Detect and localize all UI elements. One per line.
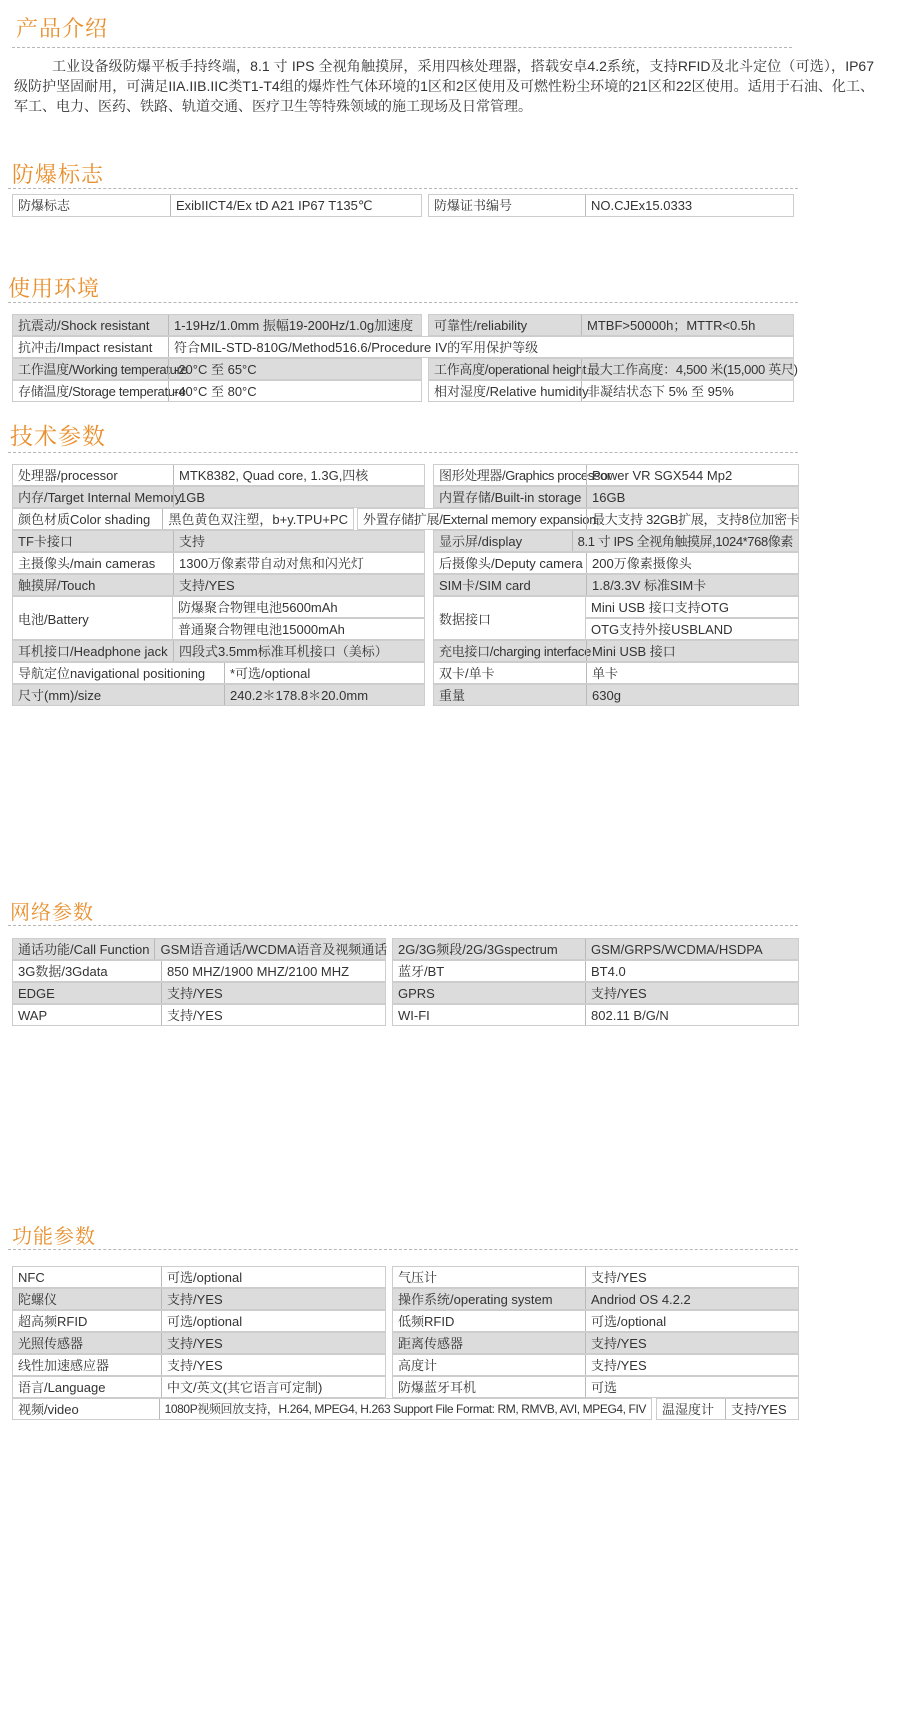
data-port-row bbox=[585, 596, 799, 618]
network-value: 支持/YES bbox=[161, 1005, 385, 1025]
network-label: WI-FI bbox=[398, 1008, 430, 1023]
data-port-label bbox=[433, 596, 586, 640]
feature-label: 气压计 bbox=[398, 1270, 438, 1285]
feature-value: 支持/YES bbox=[585, 1333, 798, 1353]
explosion-mark-label: 防爆标志 bbox=[18, 198, 71, 213]
feature-row bbox=[12, 1310, 386, 1332]
tech-value: 8.1 寸 IPS 全视角触摸屏,1024*768像素 bbox=[572, 531, 798, 551]
tech-value: MTK8382, Quad core, 1.3G,四核 bbox=[173, 465, 424, 485]
tech-label: 导航定位navigational positioning bbox=[18, 666, 206, 681]
tech-row bbox=[433, 552, 799, 574]
section-title-environment: 使用环境 bbox=[8, 276, 101, 301]
section-title-network: 网络参数 bbox=[10, 902, 94, 924]
tech-value: 16GB bbox=[586, 487, 798, 507]
tech-value: Mini USB 接口 bbox=[586, 641, 798, 661]
tech-row bbox=[12, 486, 425, 508]
feature-label: 语言/Language bbox=[18, 1380, 106, 1395]
tech-label: 图形处理器/Graphics processor bbox=[439, 468, 611, 483]
tech-label: 触摸屏/Touch bbox=[18, 578, 96, 593]
feature-label: 线性加速感应器 bbox=[18, 1358, 110, 1373]
network-row bbox=[392, 982, 799, 1004]
env-label: 抗震动/Shock resistant bbox=[18, 318, 150, 333]
tech-row bbox=[12, 464, 425, 486]
env-label: 工作温度/Working temperature bbox=[18, 362, 188, 377]
env-row bbox=[428, 358, 798, 380]
tech-label: 显示屏/display bbox=[439, 534, 523, 549]
tech-row bbox=[433, 684, 799, 706]
feature-value: 支持/YES bbox=[161, 1355, 385, 1375]
tech-row bbox=[433, 530, 799, 552]
tech-value: 支持/YES bbox=[173, 575, 424, 595]
network-value: 支持/YES bbox=[161, 983, 385, 1003]
section-title-tech: 技术参数 bbox=[10, 423, 106, 449]
feature-label: 操作系统/operating system bbox=[398, 1292, 553, 1307]
tech-label: 尺寸(mm)/size bbox=[18, 688, 102, 703]
tech-value: 黑色黄色双注塑，b+y.TPU+PC bbox=[162, 509, 353, 529]
tech-row bbox=[12, 508, 354, 530]
explosion-mark-value: ExibIICT4/Ex tD A21 IP67 T135℃ bbox=[170, 195, 421, 216]
network-value: 850 MHZ/1900 MHZ/2100 MHZ bbox=[161, 961, 385, 981]
network-value: 支持/YES bbox=[585, 983, 798, 1003]
env-row bbox=[12, 336, 794, 358]
env-label: 可靠性/reliability bbox=[434, 318, 528, 333]
feature-row bbox=[12, 1376, 386, 1398]
thermo-hygrometer-row bbox=[656, 1398, 799, 1420]
certificate-row bbox=[428, 194, 794, 217]
feature-value: 中文/英文(其它语言可定制) bbox=[161, 1377, 385, 1397]
tech-label: TF卡接口 bbox=[18, 534, 73, 549]
network-row bbox=[12, 960, 386, 982]
network-value: BT4.0 bbox=[585, 961, 798, 981]
feature-label: 超高频RFID bbox=[18, 1314, 88, 1329]
tech-label: 双卡/单卡 bbox=[439, 666, 495, 681]
tech-value: 1300万像素带自动对焦和闪光灯 bbox=[173, 553, 424, 573]
feature-label: 高度计 bbox=[398, 1358, 438, 1373]
env-value: 最大工作高度：4,500 米(15,000 英尺) bbox=[581, 359, 803, 379]
network-row bbox=[392, 938, 799, 960]
env-value: 非凝结状态下 5% 至 95% bbox=[581, 381, 793, 401]
explosion-mark-row bbox=[12, 194, 422, 217]
tech-row bbox=[433, 486, 799, 508]
network-label: 蓝牙/BT bbox=[398, 964, 445, 979]
env-label: 抗冲击/Impact resistant bbox=[18, 340, 153, 355]
feature-value: 支持/YES bbox=[161, 1289, 385, 1309]
network-label: 通话功能/Call Function bbox=[18, 942, 150, 957]
tech-value: 支持 bbox=[173, 531, 424, 551]
thermo-hygrometer-value: 支持/YES bbox=[725, 1399, 798, 1419]
tech-label: 外置存储扩展/External memory expansion bbox=[363, 512, 597, 527]
video-label: 视频/video bbox=[18, 1402, 79, 1417]
feature-row bbox=[12, 1288, 386, 1310]
feature-value: 可选/optional bbox=[161, 1267, 385, 1287]
intro-paragraph: 工业设备级防爆平板手持终端，8.1 寸 IPS 全视角触摸屏，采用四核处理器，搭载安卓4.2系统，支持RFID及北斗定位（可选），IP67级防护坚固耐用，可满足IIA.IIB.IIC类T1-T4组的爆炸性气体环境的1区和2区使用及可燃性粉尘环境的21区和22区使用。适用于石油、化工、军工、电力、医药、铁路、轨道交通、医疗卫生等特殊领域的施工现场及日常管理。 bbox=[14, 58, 874, 114]
tech-label: 内置存储/Built-in storage bbox=[439, 490, 582, 505]
network-row bbox=[392, 960, 799, 982]
section-title-features: 功能参数 bbox=[12, 1226, 96, 1248]
feature-row bbox=[392, 1288, 799, 1310]
network-label: EDGE bbox=[18, 986, 55, 1001]
battery-row bbox=[172, 618, 425, 640]
tech-label: 后摄像头/Deputy camera bbox=[439, 556, 583, 571]
feature-value: 支持/YES bbox=[585, 1267, 798, 1287]
section-divider bbox=[12, 47, 792, 48]
network-row bbox=[12, 1004, 386, 1026]
network-value: GSM/GRPS/WCDMA/HSDPA bbox=[585, 939, 798, 959]
tech-label: SIM卡/SIM card bbox=[439, 578, 531, 593]
tech-row bbox=[12, 662, 425, 684]
network-value: GSM语音通话/WCDMA语音及视频通话 bbox=[154, 939, 392, 959]
env-row bbox=[428, 380, 794, 402]
tech-value: Power VR SGX544 Mp2 bbox=[586, 465, 798, 485]
tech-row bbox=[433, 640, 799, 662]
tech-value: 单卡 bbox=[586, 663, 798, 683]
env-row bbox=[428, 314, 794, 336]
tech-row bbox=[433, 464, 799, 486]
network-value: 802.11 B/G/N bbox=[585, 1005, 798, 1025]
network-label: WAP bbox=[18, 1008, 48, 1023]
tech-label: 耳机接口/Headphone jack bbox=[18, 644, 168, 659]
feature-row bbox=[392, 1354, 799, 1376]
thermo-hygrometer-label: 温湿度计 bbox=[662, 1402, 715, 1417]
tech-label: 内存/Target Internal Memory bbox=[18, 490, 182, 505]
env-value: 符合MIL-STD-810G/Method516.6/Procedure IV的军用保护等级 bbox=[168, 337, 793, 357]
tech-row bbox=[357, 508, 799, 530]
feature-row bbox=[392, 1332, 799, 1354]
network-row bbox=[12, 938, 386, 960]
feature-label: NFC bbox=[18, 1270, 45, 1285]
certificate-label: 防爆证书编号 bbox=[434, 198, 513, 213]
tech-value: 200万像素摄像头 bbox=[586, 553, 798, 573]
tech-label: 充电接口/charging interface bbox=[439, 644, 592, 659]
tech-label: 重量 bbox=[439, 688, 466, 703]
tech-row bbox=[12, 640, 425, 662]
feature-label: 低频RFID bbox=[398, 1314, 455, 1329]
env-value: -40°C 至 80°C bbox=[168, 381, 421, 401]
network-label: GPRS bbox=[398, 986, 435, 1001]
battery-row bbox=[172, 596, 425, 618]
env-label: 相对湿度/Relative humidity bbox=[434, 384, 589, 399]
video-row bbox=[12, 1398, 652, 1420]
feature-row bbox=[12, 1266, 386, 1288]
certificate-value: NO.CJEx15.0333 bbox=[585, 195, 793, 216]
battery-value: 普通聚合物锂电池15000mAh bbox=[178, 622, 345, 637]
feature-row bbox=[12, 1354, 386, 1376]
section-title-explosion: 防爆标志 bbox=[12, 162, 105, 187]
data-port-value: OTG支持外接USBLAND bbox=[591, 622, 733, 637]
data-port-row bbox=[585, 618, 799, 640]
tech-value: 四段式3.5mm标准耳机接口（美标） bbox=[173, 641, 424, 661]
tech-label: 主摄像头/main cameras bbox=[18, 556, 156, 571]
battery-label-text: 电池/Battery bbox=[18, 611, 89, 627]
tech-row bbox=[12, 530, 425, 552]
env-row bbox=[12, 380, 422, 402]
battery-value: 防爆聚合物锂电池5600mAh bbox=[178, 600, 338, 615]
env-row bbox=[12, 314, 422, 336]
env-row bbox=[12, 358, 422, 380]
section-divider bbox=[8, 302, 798, 303]
feature-row bbox=[392, 1376, 799, 1398]
tech-row bbox=[433, 662, 799, 684]
feature-value: 可选/optional bbox=[585, 1311, 798, 1331]
feature-label: 防爆蓝牙耳机 bbox=[398, 1380, 477, 1395]
env-label: 工作高度/operational height bbox=[434, 362, 587, 377]
data-port-value: Mini USB 接口支持OTG bbox=[591, 600, 729, 615]
network-row bbox=[392, 1004, 799, 1026]
feature-value: 支持/YES bbox=[161, 1333, 385, 1353]
tech-value: 630g bbox=[586, 685, 798, 705]
feature-value: 可选/optional bbox=[161, 1311, 385, 1331]
tech-row bbox=[12, 684, 425, 706]
section-title-intro: 产品介绍 bbox=[16, 16, 109, 41]
section-divider bbox=[8, 925, 798, 926]
tech-value: 最大支持 32GB扩展，支持8位加密卡 bbox=[586, 509, 804, 529]
tech-row bbox=[12, 574, 425, 596]
network-row bbox=[12, 982, 386, 1004]
battery-label bbox=[12, 596, 173, 640]
tech-row bbox=[433, 574, 799, 596]
env-value: MTBF>50000h；MTTR<0.5h bbox=[581, 315, 793, 335]
feature-label: 距离传感器 bbox=[398, 1336, 464, 1351]
tech-value: 1.8/3.3V 标准SIM卡 bbox=[586, 575, 798, 595]
tech-value: 1GB bbox=[173, 487, 424, 507]
feature-value: 支持/YES bbox=[585, 1355, 798, 1375]
env-value: -20°C 至 65°C bbox=[168, 359, 421, 379]
section-divider bbox=[8, 452, 798, 453]
network-label: 2G/3G频段/2G/3Gspectrum bbox=[398, 942, 558, 957]
tech-label: 处理器/processor bbox=[18, 468, 118, 483]
video-value: 1080P视频回放支持，H.264, MPEG4, H.263 Support File Format: RM, RMVB, AVI, MPEG4, FIV bbox=[159, 1399, 651, 1419]
feature-row bbox=[12, 1332, 386, 1354]
feature-label: 陀螺仪 bbox=[18, 1292, 58, 1307]
tech-row bbox=[12, 552, 425, 574]
tech-value: *可选/optional bbox=[224, 663, 424, 683]
network-label: 3G数据/3Gdata bbox=[18, 964, 108, 979]
feature-value: Andriod OS 4.2.2 bbox=[585, 1289, 798, 1309]
section-divider bbox=[8, 188, 798, 189]
feature-label: 光照传感器 bbox=[18, 1336, 84, 1351]
feature-row bbox=[392, 1266, 799, 1288]
feature-row bbox=[392, 1310, 799, 1332]
data-port-label-text: 数据接口 bbox=[439, 611, 492, 627]
section-divider bbox=[8, 1249, 798, 1250]
tech-value: 240.2＊178.8＊20.0mm bbox=[224, 685, 424, 705]
tech-label: 颜色材质Color shading bbox=[18, 512, 151, 527]
env-label: 存储温度/Storage temperature bbox=[18, 384, 186, 399]
env-value: 1-19Hz/1.0mm 振幅19-200Hz/1.0g加速度 bbox=[168, 315, 421, 335]
feature-value: 可选 bbox=[585, 1377, 798, 1397]
